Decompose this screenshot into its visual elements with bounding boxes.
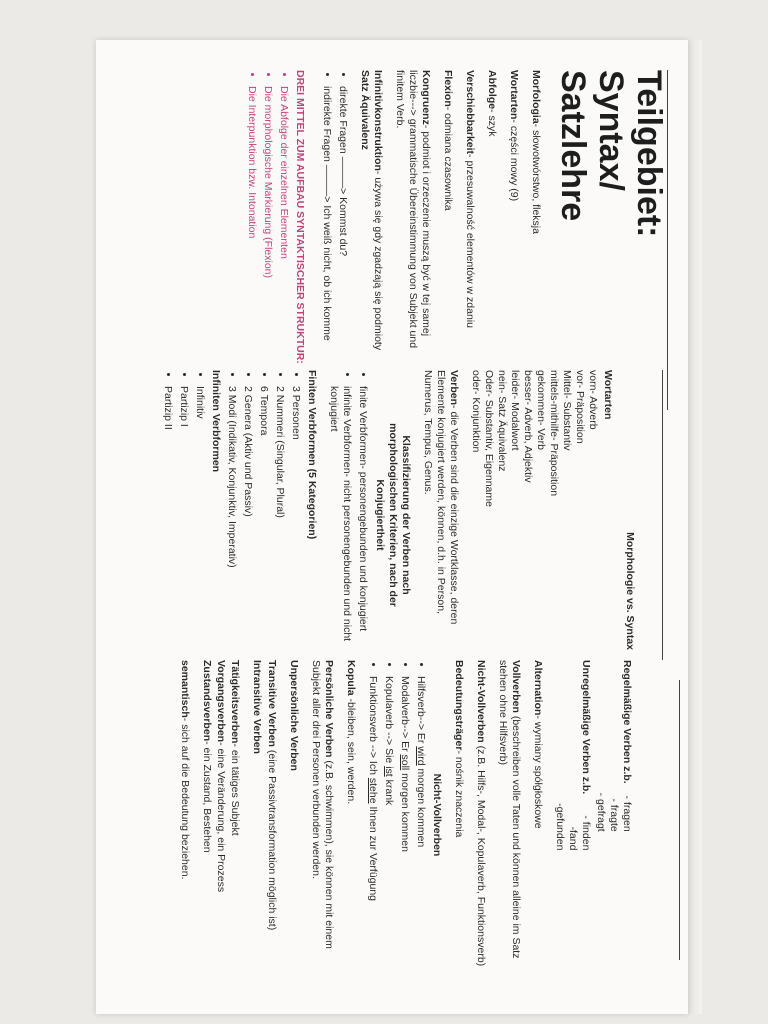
nicht-vollverben-list [366,660,427,970]
section-heading: Morphologie vs. Syntax [624,532,636,650]
column-2 [152,370,636,660]
nicht-vollverben-heading: Nicht-Vollverben [431,773,443,857]
list-item: leider- Modalwort [509,370,521,451]
klassifizierung-list [327,370,369,660]
wortarten-heading: Wortarten [602,370,614,420]
semantisch-entry: semantisch- sich auf die Bedeutung beziehen. [179,660,191,880]
intransitive-verben-entry: Intransitive Verben [251,660,263,754]
column3-rule [679,680,680,960]
nicht-vollverben-entry: Nicht-Vollverben (z.B. Hilfs-, Modal-, Kopulaverb, Funktionsverb) [475,660,487,967]
list-item: Oder- Substantiv, Eigenname [483,370,495,507]
finite-heading: Finiten Verbformen (5 Kategorien) [306,370,318,540]
transitive-verben-entry: Transitive Verben (eine Passivtransformation möglich ist) [266,660,278,931]
wortarten-list [469,370,599,660]
wortarten-entry: Wortarten- części mowy (9) [508,70,520,202]
list-item: • infinite Verbformen- nicht personengebunden und nicht konjugiert [327,386,353,660]
bedeutungstraeger-entry: Bedeutungsträger- nośnik znaczenia [453,660,465,838]
alternation-entry: Alternation- wymiany spółgłoskowe [532,660,544,829]
list-item: vor- Präposition [574,370,586,444]
list-item: • Infinitiv [193,386,206,660]
list-item: • 6 Tempora [257,386,270,660]
list-item: • Die Interpunktion bzw. Intonation [245,86,258,370]
zustandsverben-entry: Zustandsverben- ein Zustand, Bestehen [201,660,213,853]
list-item: gekommen- Verb [535,370,547,450]
column2-rule [662,370,663,660]
taetigkeitsverben-entry: Tätigkeitsverben- ein tätiges Subjekt [229,660,241,836]
unregelmaessige-verben: Unregelmäßige Verben z.b. - finden -fand -gefunden [554,660,592,851]
verschiebbarkeit-entry: Verschiebbarkeit- przesuwalność elementów w zdaniu [464,70,476,328]
list-item: • Partizip II [161,386,174,660]
list-item: • 3 Modi (Indikativ, Konjunktiv, Imperativ) [225,386,238,660]
list-item: • direkte Fragen ———> Kommst du? [336,86,349,370]
drei-mittel-list [245,70,290,370]
infinite-heading: Infiniten Verbformen [210,370,222,473]
vorgangsverben-entry: Vorgangsverben- eine Veränderung, ein Prozess [215,660,227,893]
morfologia-entry: Morfologia- słowotwórstwo, fleksja [530,70,542,234]
satz-aequivalenz: Satz Äquivalenz [359,70,371,150]
klassifizierung-heading: Klassifizierung der Verben nach morphologischen Kriterien, nach der Konjugiertheit [374,423,412,607]
list-item: • indirekte Fragen ———> Ich weiß nicht, ob ich komme [320,86,333,370]
verben-entry: Verben- die Verben sind die einzige Wortklasse, deren Elemente konjugiert werden, können, d.h. in Person, Numerus, Tempus, Genus. [422,370,460,625]
vollverben-entry: Vollverben (beschreiben volle Taten und können alleine im Satz stehen ohne Hilfsverb) [497,660,522,959]
list-item: • Kopulaverb --> Sie ist krank [382,676,395,970]
page-edge [688,40,702,1014]
list-item: Mittel- Substantiv [561,370,573,451]
persoenliche-verben-entry: Persönliche Verben (z.B. schwimmen), sie können mit einem Subjekt aller drei Personen verbunden werden. [310,660,335,949]
finite-list [225,370,302,660]
list-item: oder- Konjunktion [470,370,482,453]
list-item: • 2 Nummeri (Singular, Plural) [273,386,286,660]
column-3 [169,660,633,970]
list-item: besser- Adverb, Adjektiv [522,370,534,483]
list-item: • Hilfsverb--> Er wird morgen kommen [414,676,427,970]
infinitiv-entry: Infinitivkonstruktion- używa się gdy zgadzają się podmioty [372,70,384,351]
list-item: • 2 Genera (Aktiv und Passiv) [241,386,254,660]
list-item: • Die Abfolge der einzelnen Elementen [277,86,290,370]
regelmaessige-verben: Regelmäßige Verben z.b. - fragen - fragte - gefragt [595,660,633,832]
list-item: • Partizip I [177,386,190,660]
page-title [554,70,668,370]
list-item: nein- Satz Äquivalenz [496,370,508,472]
title-line-3: Satzlehre [554,70,592,222]
notes-page [96,40,688,1014]
drei-mittel-heading: DREI MITTEL ZUM AUFBAU SYNTAKTISCHER STRUKTUR: [294,70,306,364]
flexion-entry: Flexion- odmiana czasownika [442,70,454,211]
list-item: • Funktionsverb --> Ich stehe Ihnen zur Verfügung [366,676,379,970]
column-1 [236,70,688,370]
list-item: • 3 Personen [289,386,302,660]
abfolge-entry: Abfolge- szyk [486,70,498,137]
list-item: • Die morphologische Markierung (Flexion) [261,86,274,370]
kongruenz-entry: Kongruenz- podmiot i orzeczenie muszą być w tej samej liczbie---> grammatische Übereinstimmung von Subjekt und finitem Verb. [394,70,432,349]
rotated-content [96,40,688,1014]
list-item: • Modalverb--> Er soll morgen kommen [398,676,411,970]
list-item: mittels-mithilfe- Präposition [548,370,560,497]
fragen-list [320,70,349,370]
title-line-2: Syntax/ [592,70,630,191]
list-item: vorn- Adverb [587,370,599,430]
list-item: • finite Verbformen- personengebunden und konjugiert [356,386,369,660]
kopula-entry: Kopula -bleiben, sein, werden. [345,660,357,805]
infinite-list [161,370,206,660]
title-line-1: Teilgebiet: [630,70,668,238]
unpersoenliche-verben-entry: Unpersönliche Verben [288,660,300,771]
